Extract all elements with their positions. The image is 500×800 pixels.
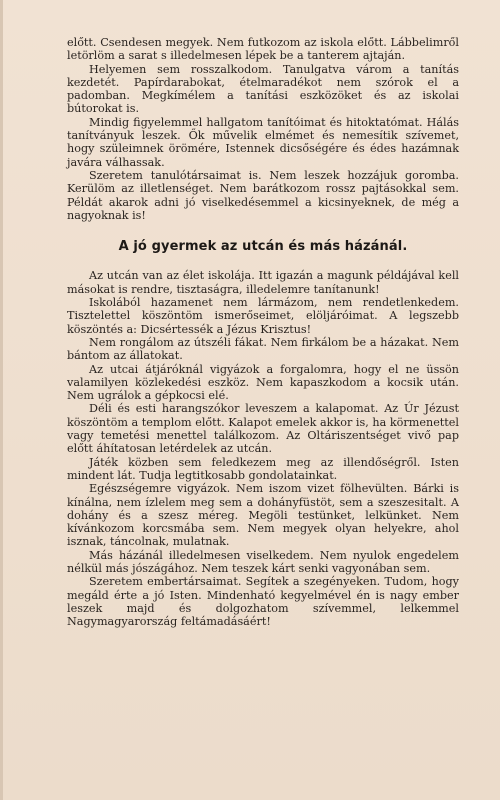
paragraph: Az utcai átjáróknál vigyázok a forgalomra, hogy el ne üssön valamilyen közlekedési eszköz. Nem kapaszkodom a kocsik után. Nem ugrálok a gépkocsi elé. (67, 362, 459, 403)
paragraph: Egészségemre vigyázok. Nem iszom vizet fölhevülten. Bárki is kínálna, nem ízlelem meg sem a dohányfüstöt, sem a szeszesitalt. A dohány és a szesz méreg. Megöli testünket, lelkünket. Nem kívánkozom korcsmába sem. Nem megyek olyan helyekre, ahol isznak, táncolnak, mulatnak. (67, 482, 459, 549)
paragraph: Mindig figyelemmel hallgatom tanítóimat és hitoktatómat. Hálás tanítványuk leszek. Ők művelik elmémet és nemesítik szívemet, hogy szüleimnek örömére, Istennek dicsőségére és édes hazámnak javára válhassak. (67, 115, 459, 169)
paragraph: Az utcán van az élet iskolája. Itt igazán a magunk példájával kell másokat is rendre, tisztaságra, illedelemre tanítanunk! (67, 269, 459, 296)
paragraph: Iskolából hazamenet nem lármázom, nem rendetlenkedem. Tisztelettel köszöntöm ismerőseimet, elöljáróimat. A legszebb köszöntés a: Dicsértessék a Jézus Krisztus! (67, 296, 459, 336)
paragraph: Játék közben sem feledkezem meg az illendőségről. Isten mindent lát. Tudja legtitkosabb gondolatainkat. (67, 455, 459, 482)
paragraph: Nem rongálom az útszéli fákat. Nem firkálom be a házakat. Nem bántom az állatokat. (67, 335, 459, 363)
paragraph: Szeretem embertársaimat. Segítek a szegényeken. Tudom, hogy megáld érte a jó Isten. Mindenható kegyelmével én is nagy ember leszek majd és dolgozhatom szívemmel, lelkemmel Nagymagyarország feltámadásáért! (67, 575, 459, 629)
paragraph: előtt. Csendesen megyek. Nem futkozom az iskola előtt. Lábbelimről letörlöm a sarat s illedelmesen lépek be a tanterem ajtaján. (67, 36, 459, 63)
paragraph: Helyemen sem rosszalkodom. Tanulgatva várom a tanítás kezdetét. Papírdarabokat, ételmaradékot nem szórok el a padomban. Megkímélem a tanítási eszközöket és az iskolai bútorokat is. (67, 62, 459, 116)
paragraph: Déli és esti harangszókor leveszem a kalapomat. Az Úr Jézust köszöntöm a templom előtt. Kalapot emelek akkor is, ha körmenettel vagy temetési menettel találkozom. Az Oltáriszentséget vivő pap előtt áhítatosan letérdelek az utcán. (67, 402, 459, 456)
section-heading: A jó gyermek az utcán és más házánál. (118, 239, 408, 255)
page-text (67, 36, 459, 628)
paragraph: Más házánál illedelmesen viselkedem. Nem nyulok engedelem nélkül más jószágához. Nem teszek kárt senki vagyonában sem. (67, 548, 459, 575)
paragraph: Szeretem tanulótársaimat is. Nem leszek hozzájuk goromba. Kerülöm az illetlenséget. Nem barátkozom rossz pajtásokkal sem. Példát akarok adni jó viselkedésemmel a kicsinyeknek, de még a nagyoknak is! (67, 168, 459, 222)
